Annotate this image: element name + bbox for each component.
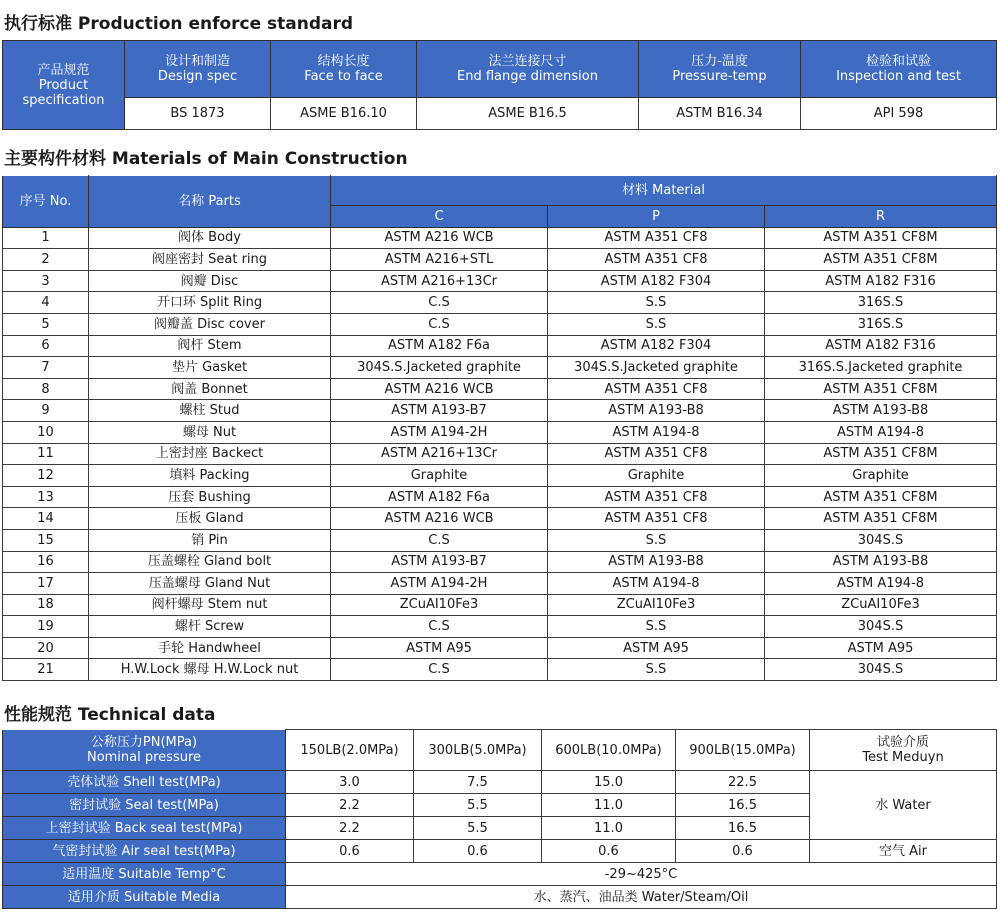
row-grade-r: ASTM A351 CF8M [765, 508, 997, 530]
row-no: 18 [3, 594, 89, 616]
back-seal-test-300: 5.5 [414, 817, 542, 840]
row-grade-p: 304S.S.Jacketed graphite [548, 357, 765, 379]
row-no: 2 [3, 249, 89, 271]
row-grade-r: ASTM A351 CF8M [765, 443, 997, 465]
row-grade-p: ASTM A351 CF8 [548, 227, 765, 249]
row-grade-p: S.S [548, 292, 765, 314]
row-grade-r: ASTM A193-B8 [765, 551, 997, 573]
row-grade-r: ZCuAI10Fe3 [765, 594, 997, 616]
back-seal-test-label: 上密封试验 Back seal test(MPa) [3, 817, 286, 840]
row-part: 压套 Bushing [89, 486, 331, 508]
row-grade-c: C.S [331, 292, 548, 314]
row-grade-r: ASTM A351 CF8M [765, 249, 997, 271]
suitable-media-value: 水、蒸汽、油品类 Water/Steam/Oil [286, 886, 997, 909]
row-no: 4 [3, 292, 89, 314]
end-flange-header-en: End flange dimension [457, 69, 598, 84]
row-part: 阀杆 Stem [89, 335, 331, 357]
table-row [3, 270, 997, 292]
materials-section-title: 主要构件材料 Materials of Main Construction [4, 149, 408, 169]
design-spec-header [125, 41, 271, 98]
row-grade-c: C.S [331, 659, 548, 681]
product-spec-header-cn: 产品规范 [37, 62, 90, 78]
row-grade-p: ASTM A351 CF8 [548, 508, 765, 530]
row-grade-c: C.S [331, 616, 548, 638]
row-no: 9 [3, 400, 89, 422]
row-grade-c: 304S.S.Jacketed graphite [331, 357, 548, 379]
row-grade-p: ASTM A95 [548, 637, 765, 659]
row-part: 销 Pin [89, 529, 331, 551]
row-part: 开口环 Split Ring [89, 292, 331, 314]
row-no: 19 [3, 616, 89, 638]
product-spec-header [3, 41, 125, 130]
row-part: 手轮 Handwheel [89, 637, 331, 659]
pressure-temp-header-cn: 压力-温度 [691, 54, 748, 69]
row-grade-r: ASTM A351 CF8M [765, 486, 997, 508]
row-grade-p: ASTM A351 CF8 [548, 486, 765, 508]
face-to-face-value: ASME B16.10 [271, 98, 417, 130]
row-no: 11 [3, 443, 89, 465]
row-grade-p: S.S [548, 529, 765, 551]
row-grade-r: 316S.S [765, 292, 997, 314]
table-row [3, 335, 997, 357]
row-no: 10 [3, 421, 89, 443]
back-seal-test-150: 2.2 [286, 817, 414, 840]
row-part: 垫片 Gasket [89, 357, 331, 379]
design-spec-header-cn: 设计和制造 [164, 54, 230, 69]
row-no: 12 [3, 465, 89, 487]
row-grade-c: ASTM A216 WCB [331, 378, 548, 400]
seal-test-300: 5.5 [414, 794, 542, 817]
row-grade-c: ASTM A194-2H [331, 573, 548, 595]
row-grade-r: 304S.S [765, 659, 997, 681]
table-row [3, 616, 997, 638]
back-seal-test-900: 16.5 [676, 817, 810, 840]
row-grade-c: C.S [331, 313, 548, 335]
nominal-pressure-header-en: Nominal pressure [86, 750, 202, 765]
table-row [3, 249, 997, 271]
end-flange-header [417, 41, 639, 98]
row-no: 20 [3, 637, 89, 659]
row-part: 压盖螺母 Gland Nut [89, 573, 331, 595]
row-part: 阀瓣 Disc [89, 270, 331, 292]
nominal-pressure-header-cn: 公称压力PN(MPa) [90, 735, 198, 750]
shell-test-300: 7.5 [414, 771, 542, 794]
technical-table [2, 729, 997, 909]
table-row [3, 594, 997, 616]
materials-table [2, 175, 997, 681]
row-grade-c: ASTM A216 WCB [331, 227, 548, 249]
row-grade-p: ASTM A182 F304 [548, 270, 765, 292]
row-grade-r: ASTM A182 F316 [765, 335, 997, 357]
shell-test-900: 22.5 [676, 771, 810, 794]
row-no: 8 [3, 378, 89, 400]
row-grade-r: ASTM A182 F316 [765, 270, 997, 292]
class-900-header: 900LB(15.0MPa) [676, 730, 810, 771]
table-row [3, 378, 997, 400]
row-grade-p: S.S [548, 616, 765, 638]
standard-table [2, 40, 997, 130]
row-no: 16 [3, 551, 89, 573]
row-grade-c: ASTM A193-B7 [331, 551, 548, 573]
test-medium-header [810, 730, 997, 771]
row-grade-c: ASTM A182 F6a [331, 335, 548, 357]
air-seal-test-900: 0.6 [676, 840, 810, 863]
pressure-temp-header [639, 41, 801, 98]
face-to-face-header [271, 41, 417, 98]
face-to-face-header-en: Face to face [304, 69, 383, 84]
row-grade-p: S.S [548, 659, 765, 681]
row-grade-p: ASTM A351 CF8 [548, 249, 765, 271]
row-grade-c: C.S [331, 529, 548, 551]
table-row [3, 227, 997, 249]
product-spec-header-en2: specification [22, 92, 105, 108]
design-spec-value: BS 1873 [125, 98, 271, 130]
suitable-media-label: 适用介质 Suitable Media [3, 886, 286, 909]
back-seal-test-600: 11.0 [542, 817, 676, 840]
row-grade-r: ASTM A194-8 [765, 573, 997, 595]
row-no: 15 [3, 529, 89, 551]
row-grade-c: ASTM A193-B7 [331, 400, 548, 422]
row-grade-c: ZCuAI10Fe3 [331, 594, 548, 616]
row-grade-c: ASTM A216+13Cr [331, 270, 548, 292]
table-row [3, 486, 997, 508]
row-grade-r: ASTM A194-8 [765, 421, 997, 443]
row-no: 14 [3, 508, 89, 530]
row-grade-r: 316S.S.Jacketed graphite [765, 357, 997, 379]
pressure-temp-header-en: Pressure-temp [672, 69, 767, 84]
row-grade-c: ASTM A216+STL [331, 249, 548, 271]
seal-test-label: 密封试验 Seal test(MPa) [3, 794, 286, 817]
face-to-face-header-cn: 结构长度 [317, 54, 370, 69]
table-row [3, 551, 997, 573]
water-medium: 水 Water [810, 771, 997, 840]
row-grade-c: ASTM A216 WCB [331, 508, 548, 530]
class-600-header: 600LB(10.0MPa) [542, 730, 676, 771]
end-flange-header-cn: 法兰连接尺寸 [488, 54, 567, 69]
grade-r-header: R [765, 206, 997, 228]
suitable-temp-value: -29~425°C [286, 863, 997, 886]
grade-p-header: P [548, 206, 765, 228]
row-part: H.W.Lock 螺母 H.W.Lock nut [89, 659, 331, 681]
row-grade-c: ASTM A216+13Cr [331, 443, 548, 465]
seal-test-900: 16.5 [676, 794, 810, 817]
grade-c-header: C [331, 206, 548, 228]
table-row [3, 508, 997, 530]
air-seal-test-300: 0.6 [414, 840, 542, 863]
technical-section-title: 性能规范 Technical data [4, 705, 216, 725]
row-grade-p: ASTM A193-B8 [548, 400, 765, 422]
row-grade-r: 304S.S [765, 616, 997, 638]
air-seal-test-label: 气密封试验 Air seal test(MPa) [3, 840, 286, 863]
nominal-pressure-header [3, 730, 286, 771]
row-no: 13 [3, 486, 89, 508]
pressure-temp-value: ASTM B16.34 [639, 98, 801, 130]
row-grade-c: ASTM A194-2H [331, 421, 548, 443]
row-grade-p: ASTM A351 CF8 [548, 378, 765, 400]
row-grade-r: Graphite [765, 465, 997, 487]
table-row [3, 421, 997, 443]
row-grade-p: ZCuAI10Fe3 [548, 594, 765, 616]
row-grade-r: ASTM A351 CF8M [765, 227, 997, 249]
table-row [3, 465, 997, 487]
no-header: 序号 No. [3, 176, 89, 228]
standard-section-title: 执行标准 Production enforce standard [4, 14, 354, 34]
shell-test-label: 壳体试验 Shell test(MPa) [3, 771, 286, 794]
row-grade-p: S.S [548, 313, 765, 335]
class-300-header: 300LB(5.0MPa) [414, 730, 542, 771]
test-medium-header-en: Test Meduyn [862, 750, 944, 765]
row-grade-c: ASTM A182 F6a [331, 486, 548, 508]
inspection-header-en: Inspection and test [836, 69, 961, 84]
air-medium: 空气 Air [810, 840, 997, 863]
seal-test-600: 11.0 [542, 794, 676, 817]
table-row [3, 313, 997, 335]
row-part: 螺柱 Stud [89, 400, 331, 422]
row-part: 压盖螺栓 Gland bolt [89, 551, 331, 573]
row-grade-p: ASTM A194-8 [548, 421, 765, 443]
row-grade-p: ASTM A351 CF8 [548, 443, 765, 465]
seal-test-150: 2.2 [286, 794, 414, 817]
shell-test-150: 3.0 [286, 771, 414, 794]
row-no: 7 [3, 357, 89, 379]
table-row [3, 400, 997, 422]
row-part: 阀座密封 Seat ring [89, 249, 331, 271]
row-grade-r: ASTM A351 CF8M [765, 378, 997, 400]
material-header: 材料 Material [331, 176, 997, 206]
row-grade-p: ASTM A193-B8 [548, 551, 765, 573]
row-no: 6 [3, 335, 89, 357]
table-row [3, 659, 997, 681]
row-part: 阀盖 Bonnet [89, 378, 331, 400]
inspection-header [801, 41, 997, 98]
row-grade-r: ASTM A95 [765, 637, 997, 659]
air-seal-test-150: 0.6 [286, 840, 414, 863]
suitable-temp-label: 适用温度 Suitable Temp°C [3, 863, 286, 886]
row-part: 螺母 Nut [89, 421, 331, 443]
row-no: 3 [3, 270, 89, 292]
row-no: 21 [3, 659, 89, 681]
row-grade-r: 304S.S [765, 529, 997, 551]
table-row [3, 443, 997, 465]
class-150-header: 150LB(2.0MPa) [286, 730, 414, 771]
design-spec-header-en: Design spec [157, 69, 238, 84]
end-flange-value: ASME B16.5 [417, 98, 639, 130]
product-spec-header-en1: Product [38, 77, 89, 93]
row-part: 压板 Gland [89, 508, 331, 530]
row-grade-r: ASTM A193-B8 [765, 400, 997, 422]
row-grade-c: Graphite [331, 465, 548, 487]
row-grade-p: Graphite [548, 465, 765, 487]
table-row [3, 529, 997, 551]
test-medium-header-cn: 试验介质 [876, 735, 929, 750]
table-row [3, 292, 997, 314]
parts-header: 名称 Parts [89, 176, 331, 228]
row-grade-c: ASTM A95 [331, 637, 548, 659]
table-row [3, 357, 997, 379]
table-row [3, 573, 997, 595]
row-part: 阀瓣盖 Disc cover [89, 313, 331, 335]
row-grade-p: ASTM A194-8 [548, 573, 765, 595]
row-part: 阀体 Body [89, 227, 331, 249]
row-part: 螺杆 Screw [89, 616, 331, 638]
table-row [3, 637, 997, 659]
row-part: 填料 Packing [89, 465, 331, 487]
row-grade-p: ASTM A182 F304 [548, 335, 765, 357]
row-no: 5 [3, 313, 89, 335]
row-no: 1 [3, 227, 89, 249]
row-part: 上密封座 Backect [89, 443, 331, 465]
shell-test-600: 15.0 [542, 771, 676, 794]
row-no: 17 [3, 573, 89, 595]
inspection-header-cn: 检验和试验 [865, 54, 931, 69]
inspection-value: API 598 [801, 98, 997, 130]
row-part: 阀杆螺母 Stem nut [89, 594, 331, 616]
air-seal-test-600: 0.6 [542, 840, 676, 863]
row-grade-r: 316S.S [765, 313, 997, 335]
